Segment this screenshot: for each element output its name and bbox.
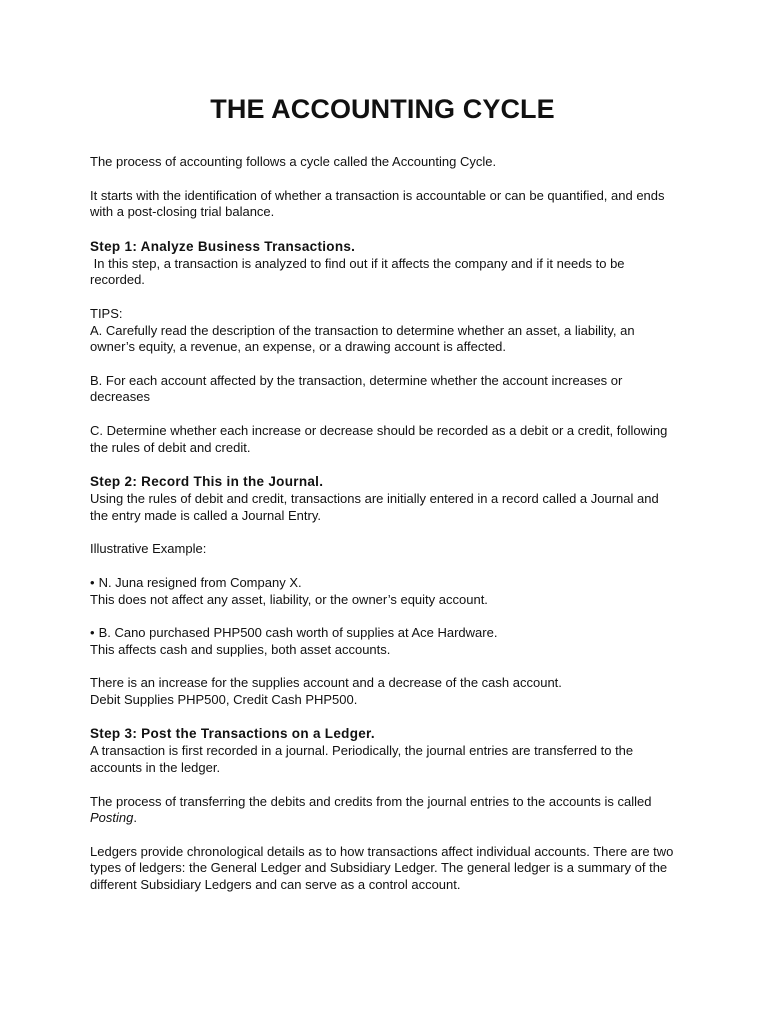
intro-paragraph-2: It starts with the identification of whether a transaction is accountable or can be quantified, and ends with a post-closing trial balance. [90, 187, 665, 220]
example-2-line-1: • B. Cano purchased PHP500 cash worth of supplies at Ace Hardware. [90, 625, 497, 640]
step1-body: In this step, a transaction is analyzed to find out if it affects the company and if it needs to be recorded. [90, 255, 629, 288]
posting-text: The process of transferring the debits and credits from the journal entries to the accounts is called [90, 793, 652, 809]
tip-c: C. Determine whether each increase or decrease should be recorded as a debit or a credit, following the rules of debit and credit. [90, 422, 668, 455]
example-note-line-2: Debit Supplies PHP500, Credit Cash PHP500. [90, 691, 358, 707]
posting-term: Posting [90, 810, 134, 826]
tip-a: A. Carefully read the description of the transaction to determine whether an asset, a liability, an owner’s equity, a revenue, an expense, or a drawing account is affected. [90, 322, 635, 355]
step3-body: A transaction is first recorded in a journal. Periodically, the journal entries are transferred to the accounts in the ledger. [90, 743, 634, 776]
example-2-line-2: This affects cash and supplies, both asset accounts. [90, 641, 391, 657]
example-1-line-2: This does not affect any asset, liability, or the owner’s equity account. [90, 591, 488, 607]
example-note-line-1: There is an increase for the supplies account and a decrease of the cash account. [90, 675, 562, 691]
posting-paragraph [90, 794, 675, 827]
tip-b: B. For each account affected by the transaction, determine whether the account increases or decreases [90, 372, 623, 405]
document-content [90, 93, 675, 894]
intro-paragraph-1: The process of accounting follows a cycle called the Accounting Cycle. [90, 154, 497, 169]
page-title: THE ACCOUNTING CYCLE [210, 94, 555, 124]
posting-end: . [133, 810, 137, 826]
tips-label: TIPS: [90, 305, 123, 321]
step2-heading: Step 2: Record This in the Journal. [90, 474, 324, 490]
step2-body: Using the rules of debit and credit, transactions are initially entered in a record called a Journal and the entry made is called a Journal Entry. [90, 491, 659, 523]
step3-heading: Step 3: Post the Transactions on a Ledger. [90, 726, 375, 742]
example-label: Illustrative Example: [90, 541, 207, 557]
ledgers-paragraph: Ledgers provide chronological details as to how transactions affect individual accounts. There are two types of ledgers: the General Ledger and Subsidiary Ledger. The general ledger is a summary of the different Subsidiary Ledgers and can serve as a control account. [90, 843, 674, 893]
example-1-line-1: • N. Juna resigned from Company X. [90, 575, 302, 590]
example-note [90, 675, 675, 708]
example-2 [90, 625, 675, 658]
step1-heading: Step 1: Analyze Business Transactions. [90, 238, 356, 254]
example-1 [90, 575, 675, 608]
